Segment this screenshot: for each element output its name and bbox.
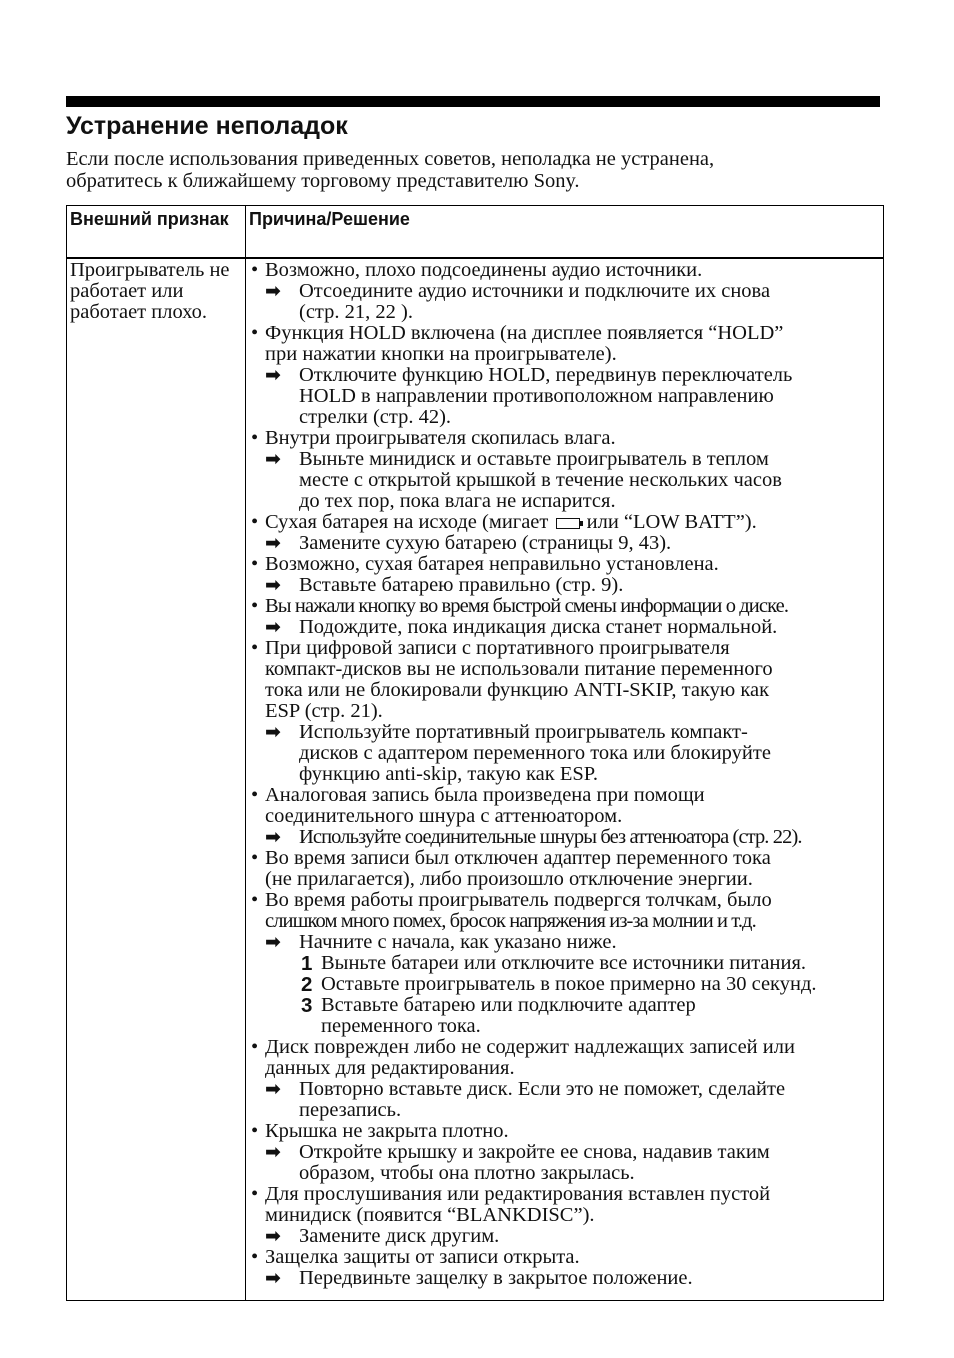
bullet-icon: • — [251, 427, 259, 449]
cause-line: (не прилагается), либо произошло отключение энергии. — [265, 868, 753, 890]
column-divider — [245, 206, 246, 1300]
cause-line: тока или не блокировали функцию ANTI-SKIP, такую как — [265, 679, 770, 701]
remedy-line: Откройте крышку и закройте ее снова, надавив таким — [299, 1141, 770, 1163]
remedy-item — [251, 827, 883, 848]
bullet-icon: • — [251, 553, 259, 575]
arrow-right-icon: ➡ — [265, 280, 281, 302]
arrow-right-icon: ➡ — [265, 1078, 281, 1100]
cause-text: Сухая батарея на исходе (мигает — [265, 511, 549, 533]
header-symptom: Внешний признак — [70, 209, 229, 229]
bullet-icon: • — [251, 1183, 259, 1205]
intro-line: Если после использования приведенных советов, неполадка не устранена, — [66, 148, 715, 170]
remedy-line: образом, чтобы она плотно закрылась. — [299, 1162, 635, 1184]
step-line: переменного тока. — [321, 1015, 481, 1037]
cause-line — [265, 512, 883, 533]
arrow-right-icon: ➡ — [265, 1267, 281, 1289]
remedy-line: (стр. 21, 22 ). — [299, 301, 413, 323]
cause-item — [251, 785, 883, 827]
step-line: Вставьте батарею или подключите адаптер — [321, 994, 696, 1016]
remedy-item — [251, 617, 883, 638]
remedy-item — [251, 1079, 883, 1121]
arrow-right-icon: ➡ — [265, 616, 281, 638]
bullet-icon: • — [251, 889, 259, 911]
cause-line: Защелка защиты от записи открыта. — [265, 1246, 580, 1268]
step-number: 3 — [301, 994, 313, 1017]
remedy-item — [251, 365, 883, 428]
header-solution: Причина/Решение — [249, 209, 410, 229]
cause-line: Возможно, сухая батарея неправильно установлена. — [265, 553, 719, 575]
step-line: Оставьте проигрыватель в покое примерно на 30 секунд. — [321, 973, 817, 995]
cause-item — [251, 428, 883, 449]
remedy-line: функцию anti-skip, такую как ESP. — [299, 763, 599, 785]
cause-line: Для прослушивания или редактирования вставлен пустой — [265, 1183, 771, 1205]
bullet-icon: • — [251, 322, 259, 344]
page-title: Устранение неполадок — [66, 112, 348, 140]
arrow-right-icon: ➡ — [265, 1141, 281, 1163]
remedy-line: до тех пор, пока влага не испарится. — [299, 490, 616, 512]
solution-cell — [251, 260, 883, 1289]
cause-line: Внутри проигрывателя скопилась влага. — [265, 427, 616, 449]
arrow-right-icon: ➡ — [265, 448, 281, 470]
bullet-icon: • — [251, 1246, 259, 1268]
remedy-item — [251, 575, 883, 596]
bullet-icon: • — [251, 847, 259, 869]
cause-line: соединительного шнура с аттенюатором. — [265, 805, 623, 827]
cause-item — [251, 260, 883, 281]
remedy-line: Отсоедините аудио источники и подключите их снова — [299, 280, 771, 302]
step-number: 2 — [301, 973, 313, 996]
remedy-item — [251, 1226, 883, 1247]
step-item — [251, 974, 883, 995]
remedy-line: стрелки (стр. 42). — [299, 406, 452, 428]
troubleshooting-table — [66, 205, 884, 1301]
remedy-item — [251, 722, 883, 785]
remedy-line: Подождите, пока индикация диска станет нормальной. — [299, 616, 778, 638]
symptom-cell: Проигрыватель не работает или работает плохо. — [70, 259, 230, 323]
remedy-line: перезапись. — [299, 1099, 402, 1121]
bullet-icon: • — [251, 259, 259, 281]
cause-item — [251, 1184, 883, 1226]
cause-item — [251, 1121, 883, 1142]
remedy-line: Выньте минидиск и оставьте проигрыватель в теплом — [299, 448, 769, 470]
cause-item — [251, 554, 883, 575]
cause-line: Во время записи был отключен адаптер переменного тока — [265, 847, 771, 869]
cause-line: Крышка не закрыта плотно. — [265, 1120, 509, 1142]
remedy-line: Повторно вставьте диск. Если это не поможет, сделайте — [299, 1078, 786, 1100]
bullet-icon: • — [251, 784, 259, 806]
cause-line: минидиск (появится “BLANKDISC”). — [265, 1204, 595, 1226]
intro-line: обратитесь к ближайшему торговому представителю Sony. — [66, 170, 580, 192]
cause-text: или “LOW BATT”). — [586, 511, 757, 533]
arrow-right-icon: ➡ — [265, 1225, 281, 1247]
remedy-line: Передвиньте защелку в закрытое положение. — [299, 1267, 693, 1289]
remedy-item — [251, 1142, 883, 1184]
cause-line: ESP (стр. 21). — [265, 700, 383, 722]
battery-icon — [556, 518, 580, 529]
cause-line: Во время работы проигрыватель подвергся толчкам, было — [265, 889, 772, 911]
cause-item — [251, 638, 883, 722]
cause-line: Аналоговая запись была произведена при помощи — [265, 784, 705, 806]
bullet-icon: • — [251, 1036, 259, 1058]
remedy-item — [251, 281, 883, 323]
remedy-line: Начните с начала, как указано ниже. — [299, 931, 617, 953]
bullet-icon: • — [251, 1120, 259, 1142]
step-line: Выньте батареи или отключите все источники питания. — [321, 952, 807, 974]
cause-item — [251, 1247, 883, 1268]
bullet-icon: • — [251, 637, 259, 659]
cause-line: Функция HOLD включена (на дисплее появляется “HOLD” — [265, 322, 784, 344]
step-item — [251, 995, 883, 1037]
step-number: 1 — [301, 952, 313, 975]
remedy-line: Используйте портативный проигрыватель компакт- — [299, 721, 748, 743]
remedy-line: дисков с адаптером переменного тока или блокируйте — [299, 742, 771, 764]
remedy-line: Отключите функцию HOLD, передвинув переключатель — [299, 364, 793, 386]
cause-line: Вы нажали кнопку во время быстрой смены информации о диске. — [265, 595, 789, 617]
remedy-item — [251, 1268, 883, 1289]
cause-item — [251, 596, 883, 617]
cause-item — [251, 848, 883, 890]
arrow-right-icon: ➡ — [265, 721, 281, 743]
cause-item — [251, 890, 883, 932]
cause-line: данных для редактирования. — [265, 1057, 515, 1079]
cause-item — [251, 323, 883, 365]
remedy-line: Замените диск другим. — [299, 1225, 500, 1247]
intro-text — [66, 148, 880, 192]
cause-item — [251, 1037, 883, 1079]
cause-line: компакт-дисков вы не использовали питание переменного — [265, 658, 773, 680]
arrow-right-icon: ➡ — [265, 532, 281, 554]
arrow-right-icon: ➡ — [265, 574, 281, 596]
remedy-line: Вставьте батарею правильно (стр. 9). — [299, 574, 624, 596]
section-rule — [66, 96, 880, 107]
arrow-right-icon: ➡ — [265, 931, 281, 953]
cause-line: при нажатии кнопки на проигрывателе). — [265, 343, 617, 365]
remedy-line: HOLD в направлении противоположном направлению — [299, 385, 774, 407]
remedy-item — [251, 932, 883, 953]
cause-line: Диск поврежден либо не содержит надлежащих записей или — [265, 1036, 795, 1058]
cause-line: При цифровой записи с портативного проигрывателя — [265, 637, 730, 659]
cause-item — [251, 512, 883, 533]
cause-line: слишком много помех, бросок напряжения из-за молнии и т.д. — [265, 910, 756, 932]
arrow-right-icon: ➡ — [265, 826, 281, 848]
arrow-right-icon: ➡ — [265, 364, 281, 386]
bullet-icon: • — [251, 595, 259, 617]
step-item — [251, 953, 883, 974]
remedy-line: Используйте соединительные шнуры без аттенюатора (стр. 22). — [299, 826, 802, 848]
remedy-item — [251, 533, 883, 554]
remedy-line: месте с открытой крышкой в течение нескольких часов — [299, 469, 782, 491]
remedy-line: Замените сухую батарею (страницы 9, 43). — [299, 532, 672, 554]
bullet-icon: • — [251, 511, 259, 533]
cause-line: Возможно, плохо подсоединены аудио источники. — [265, 259, 703, 281]
remedy-item — [251, 449, 883, 512]
